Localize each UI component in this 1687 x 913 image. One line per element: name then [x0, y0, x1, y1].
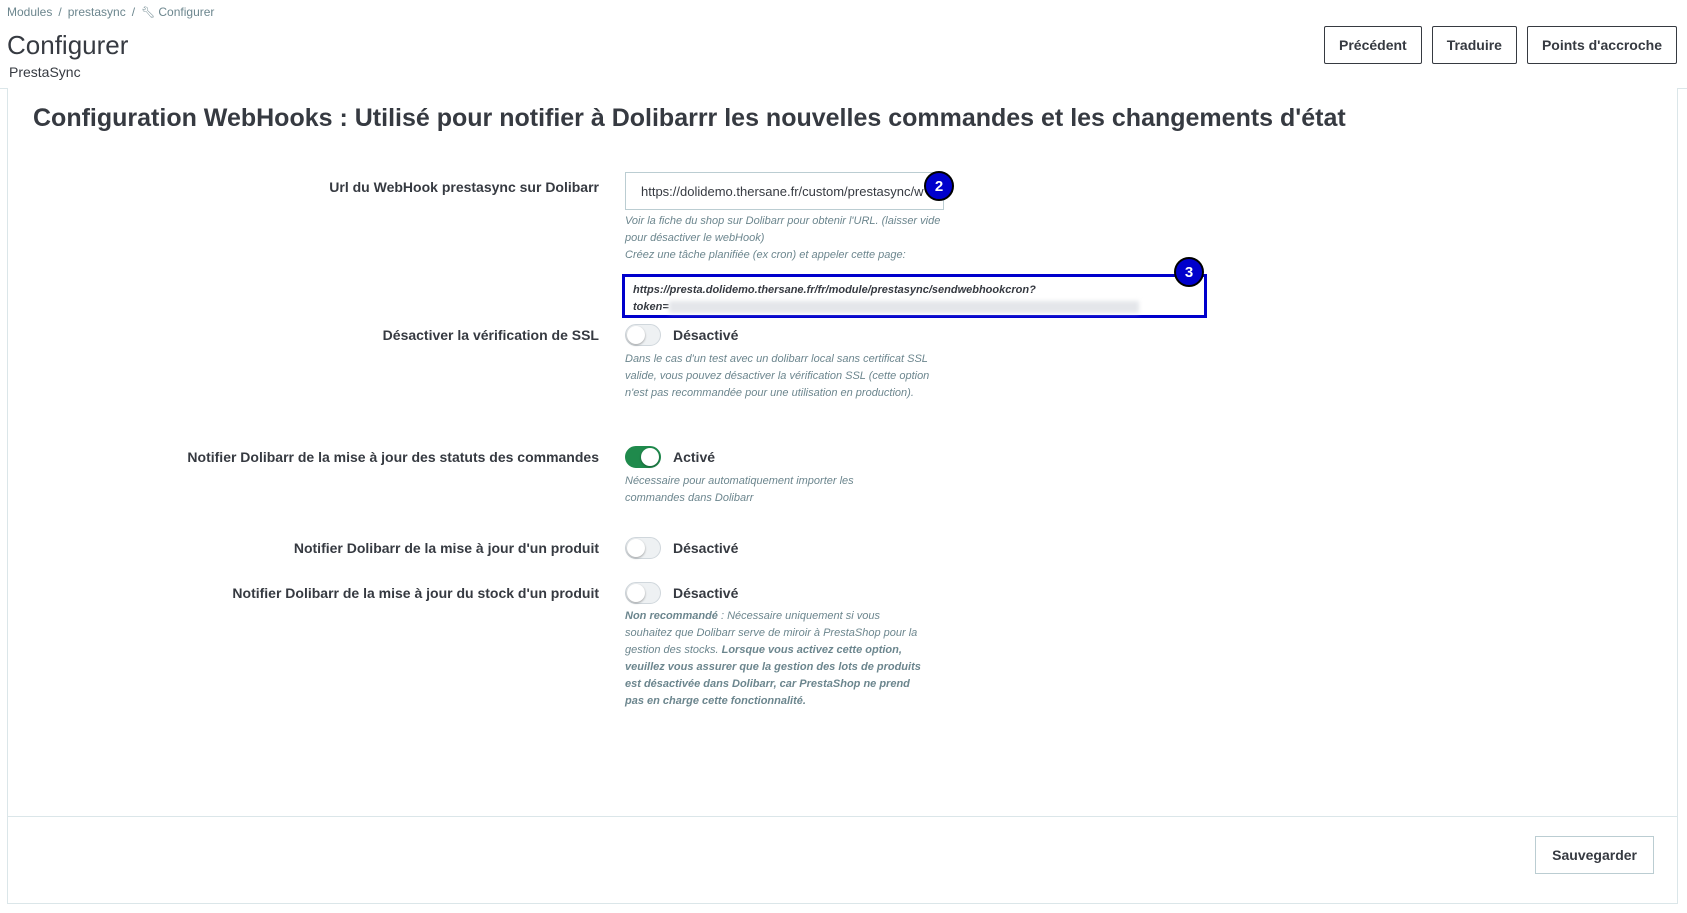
translate-button[interactable]: Traduire: [1432, 26, 1517, 64]
footer-divider: [8, 816, 1677, 817]
product-update-label: Notifier Dolibarr de la mise à jour d'un produit: [293, 540, 599, 556]
cron-url-line: https://presta.dolidemo.thersane.fr/fr/module/prestasync/sendwebhookcron?: [633, 284, 1036, 296]
order-status-switch-row: [625, 446, 715, 468]
page-title: Configurer: [7, 30, 129, 60]
token-redacted: [669, 301, 1139, 313]
header-toolbar: [1324, 26, 1677, 64]
webhook-url-label: Url du WebHook prestasync sur Dolibarr: [329, 179, 599, 195]
step-marker-2: 2: [924, 171, 954, 201]
ssl-toggle[interactable]: [625, 324, 661, 346]
ssl-help: Dans le cas d'un test avec un dolibarr local sans certificat SSL valide, vous pouvez désactiver la vérification SSL (cette option n'est pas recommandée pour une utilisation en production).: [625, 353, 930, 399]
toggle-knob: [627, 326, 645, 344]
breadcrumb-item-modules[interactable]: Modules: [7, 5, 53, 19]
wrench-icon: 🔧︎: [141, 7, 156, 19]
cron-token-line: [633, 299, 1196, 316]
stock-update-label: Notifier Dolibarr de la mise à jour du stock d'un produit: [232, 585, 599, 601]
product-update-switch-row: [625, 537, 738, 559]
ssl-switch-row: [625, 324, 738, 346]
webhook-url-help: [625, 213, 945, 264]
hooks-button[interactable]: Points d'accroche: [1527, 26, 1677, 64]
cron-token-prefix: token=: [633, 301, 669, 313]
page-subtitle: PrestaSync: [9, 64, 81, 80]
product-update-toggle[interactable]: [625, 537, 661, 559]
breadcrumb-item-current: [141, 5, 214, 19]
breadcrumb-current-label: Configurer: [158, 5, 215, 19]
order-status-toggle[interactable]: [625, 446, 661, 468]
webhooks-config-panel: [7, 88, 1678, 904]
panel-title: Configuration WebHooks : Utilisé pour notifier à Dolibarrr les nouvelles commandes et les changements d'état: [33, 104, 1346, 132]
cron-instruction-text: Créez une tâche planifiée (ex cron) et appeler cette page:: [625, 249, 906, 261]
stock-help-strong-1: Non recommandé: [625, 610, 718, 622]
stock-update-switch-row: [625, 582, 738, 604]
webhook-url-input[interactable]: [625, 172, 944, 210]
ssl-label: Désactiver la vérification de SSL: [382, 327, 599, 343]
toggle-knob: [641, 448, 659, 466]
stock-update-state-label: Désactivé: [673, 585, 739, 601]
product-update-state-label: Désactivé: [673, 540, 739, 556]
save-button[interactable]: Sauvegarder: [1535, 836, 1654, 874]
order-status-label: Notifier Dolibarr de la mise à jour des statuts des commandes: [187, 449, 599, 465]
breadcrumb-item-prestasync[interactable]: prestasync: [67, 5, 126, 19]
step-marker-3: 3: [1174, 257, 1204, 287]
order-status-help: Nécessaire pour automatiquement importer les commandes dans Dolibarr: [625, 475, 854, 504]
previous-button[interactable]: Précédent: [1324, 26, 1422, 64]
order-status-state-label: Activé: [673, 449, 716, 465]
breadcrumb: [7, 5, 214, 19]
breadcrumb-separator: /: [131, 5, 136, 19]
toggle-knob: [627, 539, 645, 557]
webhook-url-help-text: Voir la fiche du shop sur Dolibarr pour obtenir l'URL. (laisser vide pour désactiver le webHook): [625, 215, 941, 244]
stock-update-toggle[interactable]: [625, 582, 661, 604]
breadcrumb-separator: /: [58, 5, 62, 19]
ssl-state-label: Désactivé: [673, 327, 739, 343]
toggle-knob: [627, 584, 645, 602]
stock-help-text: : Nécessaire uniquement si vous souhaitez que Dolibarr serve de miroir à PrestaShop pour la gestion des stocks.: [625, 610, 918, 656]
webhook-url-group: [625, 172, 944, 210]
cron-url-box: [622, 274, 1207, 318]
stock-update-help: [625, 608, 925, 710]
stock-help-strong-2: Lorsque vous activez cette option, veuillez vous assurer que la gestion des lots de produits est désactivée dans Dolibarr, car PrestaShop ne prend pas en charge cette fonctionnalité.: [625, 644, 921, 707]
